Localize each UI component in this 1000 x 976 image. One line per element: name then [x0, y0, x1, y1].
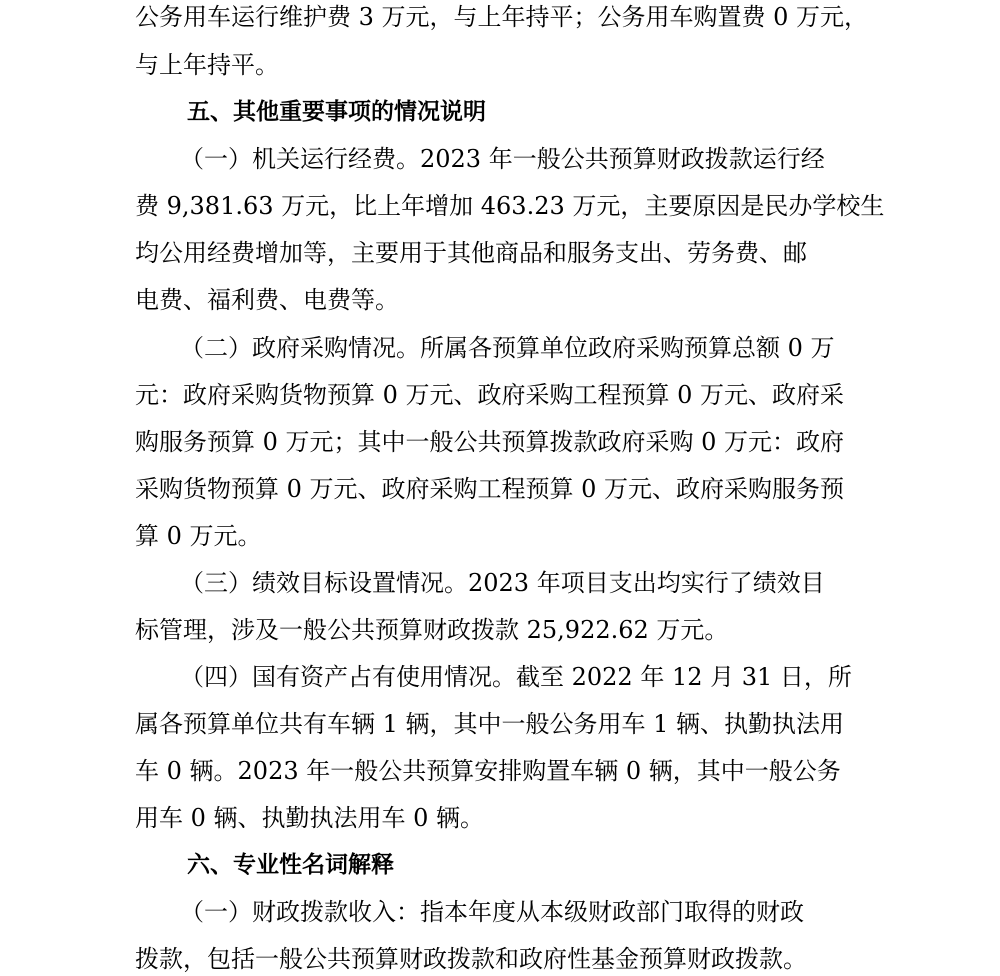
text-line: 车 0 辆。2023 年一般公共预算安排购置车辆 0 辆，其中一般公务 — [135, 757, 841, 785]
text-line: 与上年持平。 — [135, 51, 279, 79]
paragraph-first-line: （一）财政拨款收入：指本年度从本级财政部门取得的财政 — [180, 898, 804, 926]
text-line: 算 0 万元。 — [135, 522, 262, 550]
text-line: 采购货物预算 0 万元、政府采购工程预算 0 万元、政府采购服务预 — [135, 475, 845, 503]
text-line: 标管理，涉及一般公共预算财政拨款 25,922.62 万元。 — [135, 616, 729, 644]
text-line: 均公用经费增加等，主要用于其他商品和服务支出、劳务费、邮 — [135, 239, 807, 267]
paragraph-first-line: （三）绩效目标设置情况。2023 年项目支出均实行了绩效目 — [180, 569, 825, 597]
text-line: 属各预算单位共有车辆 1 辆，其中一般公务用车 1 辆、执勤执法用 — [135, 710, 845, 738]
text-line: 元：政府采购货物预算 0 万元、政府采购工程预算 0 万元、政府采 — [135, 381, 845, 409]
text-line: 电费、福利费、电费等。 — [135, 286, 399, 314]
section-heading: 六、专业性名词解释 — [187, 852, 394, 878]
section-heading: 五、其他重要事项的情况说明 — [187, 99, 486, 125]
paragraph-first-line: （二）政府采购情况。所属各预算单位政府采购预算总额 0 万 — [180, 334, 835, 362]
text-line: 购服务预算 0 万元；其中一般公共预算拨款政府采购 0 万元：政府 — [135, 428, 845, 456]
text-line: 公务用车运行维护费 3 万元，与上年持平；公务用车购置费 0 万元， — [135, 3, 869, 31]
text-line: 费 9,381.63 万元，比上年增加 463.23 万元，主要原因是民办学校生 — [135, 192, 885, 220]
text-line: 用车 0 辆、执勤执法用车 0 辆。 — [135, 804, 485, 832]
paragraph-first-line: （四）国有资产占有使用情况。截至 2022 年 12 月 31 日，所 — [180, 663, 852, 691]
paragraph-first-line: （一）机关运行经费。2023 年一般公共预算财政拨款运行经 — [180, 145, 825, 173]
text-line: 拨款，包括一般公共预算财政拨款和政府性基金预算财政拨款。 — [135, 945, 807, 973]
